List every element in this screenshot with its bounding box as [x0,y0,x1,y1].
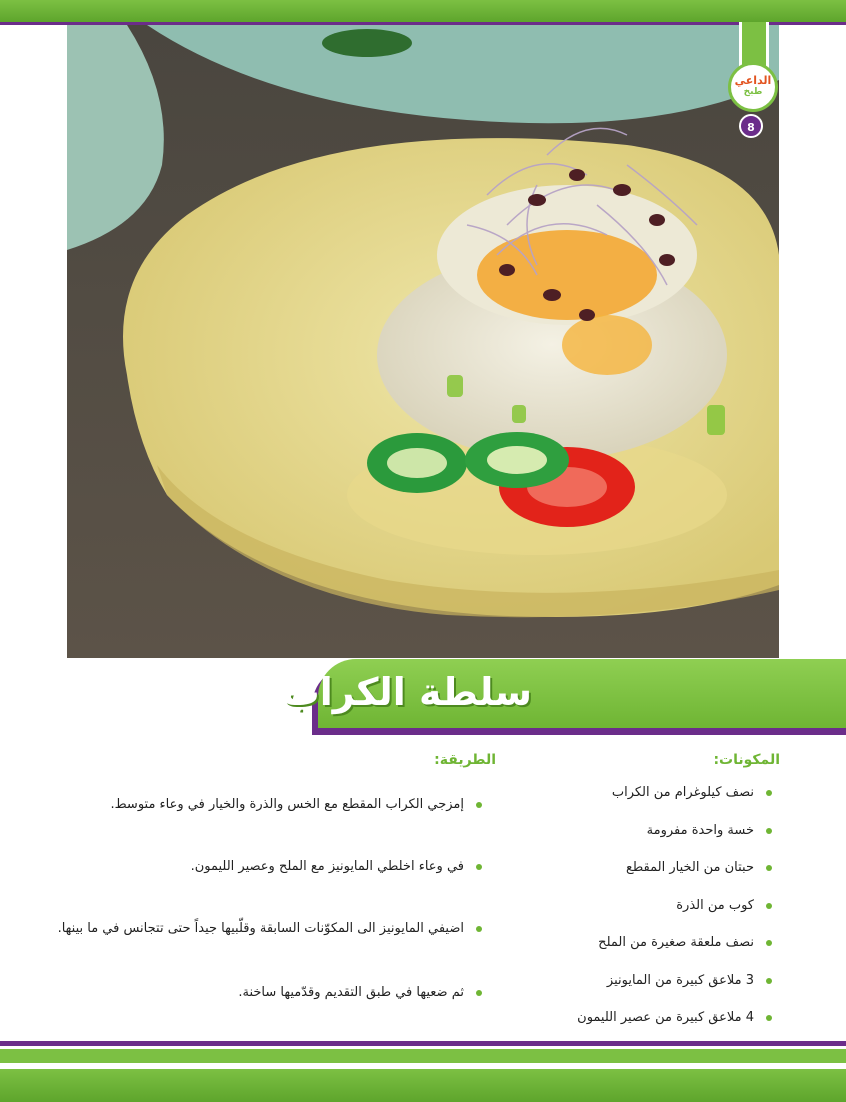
method-step-text: ثم ضعيها في طبق التقديم وقدّميها ساخنة. [238,985,464,1000]
ingredient-text: نصف كيلوغرام من الكراب [611,785,754,800]
recipe-photo [67,25,779,658]
bullet-icon [766,978,772,984]
method-heading: الطريقة: [434,752,496,768]
brand-logo-text: الداعي [734,74,772,87]
ingredient-text: نصف ملعقة صغيرة من الملح [598,935,754,950]
method-step [24,921,484,985]
bullet-icon [766,1015,772,1021]
ingredient-item [474,935,774,973]
ingredients-heading: المكونات: [713,752,780,768]
method-step-text: إمزجي الكراب المقطع مع الخس والذرة والخيار في وعاء متوسط. [110,797,464,812]
method-step-text: اضيفي المايونيز الى المكوّنات السابقة وقلّبيها جيداً حتى تتجانس في ما بينها. [57,921,464,936]
ingredient-item [474,860,774,898]
ingredient-text: خسة واحدة مفرومة [646,822,754,838]
recipe-title: سلطة الكراب [281,670,532,714]
bullet-icon [476,802,482,808]
ingredient-text: حبتان من الخيار المقطع [625,860,754,875]
method-steps-list [24,797,484,1000]
ingredient-text: كوب من الذرة [676,897,754,913]
bottom-green-bar [0,1049,846,1063]
method-step [24,859,484,921]
method-step [24,985,484,1000]
method-step-text: في وعاء اخلطي المايونيز مع الملح وعصير الليمون. [190,859,464,874]
bullet-icon [476,926,482,932]
bullet-icon [766,903,772,909]
ingredient-text: 3 ملاعق كبيرة من المايونيز [606,972,754,988]
ingredient-item [474,785,774,823]
ingredient-text: 4 ملاعق كبيرة من عصير الليمون [577,1010,754,1025]
bullet-icon [766,865,772,871]
section-logo-badge [728,62,778,112]
bullet-icon [476,990,482,996]
top-decorative-bar [0,0,846,22]
bullet-icon [766,828,772,834]
ingredient-item [474,823,774,861]
page-number: 8 [739,114,763,138]
ingredient-item [474,973,774,1011]
method-step [24,797,484,859]
bullet-icon [476,864,482,870]
bullet-icon [766,940,772,946]
bullet-icon [766,790,772,796]
section-label: طبخ [743,87,763,97]
bottom-footer-bar [0,1069,846,1102]
ingredient-item [474,898,774,936]
ingredients-list [474,785,774,1048]
